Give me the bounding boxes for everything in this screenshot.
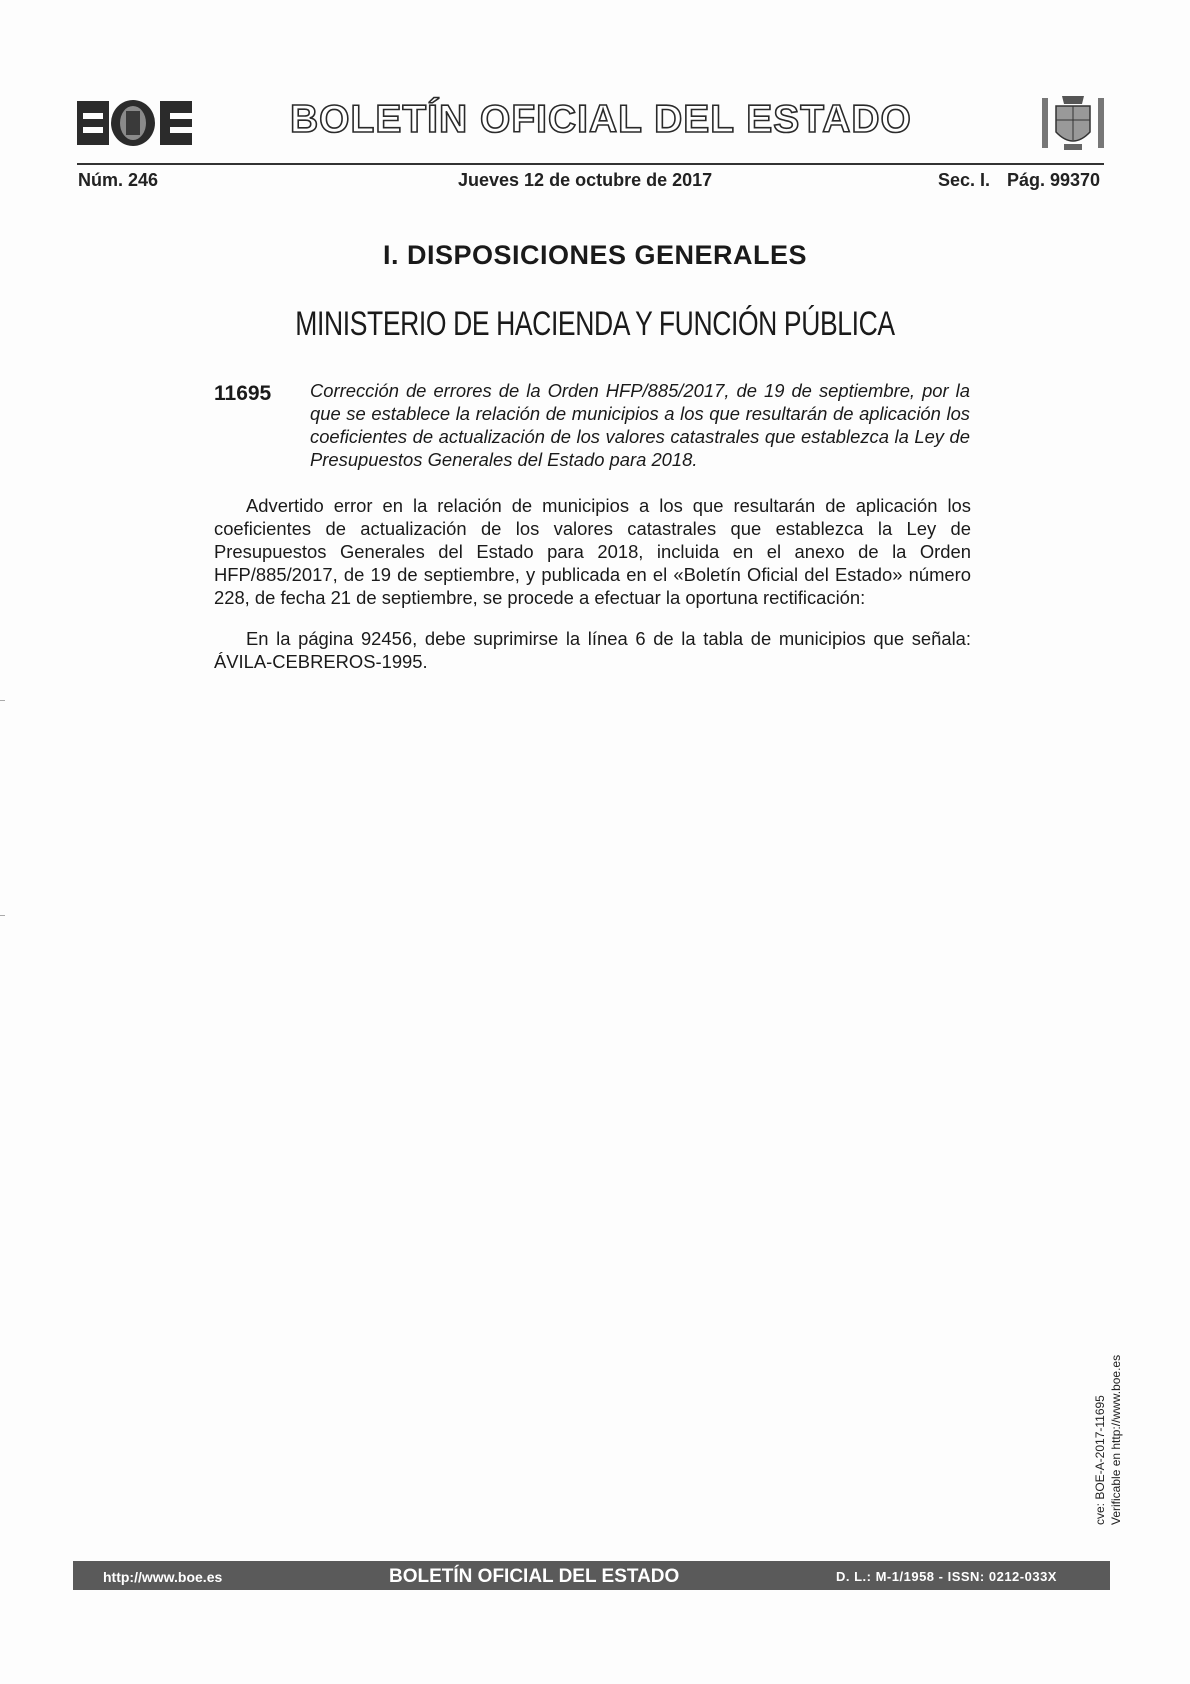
- cve-verify-link[interactable]: Verificable en http://www.boe.es: [1109, 1354, 1123, 1525]
- header-divider: [77, 163, 1104, 165]
- disposition-number: 11695: [214, 382, 272, 405]
- footer-legal: D. L.: M-1/1958 - ISSN: 0212-033X: [836, 1569, 1057, 1584]
- disposition-title: Corrección de errores de la Orden HFP/885/2017, de 19 de septiembre, por la que se establece la relación de municipios a los que resultarán de aplicación los coeficientes de actualización de los valores catastrales que establezca la Ley de Presupuestos Generales del Estado para 2018.: [310, 380, 970, 470]
- cve-block: [1092, 1354, 1128, 1526]
- cve-code: cve: BOE-A-2017-11695: [1093, 1395, 1107, 1525]
- scan-mark: [0, 700, 5, 701]
- body-paragraph: Advertido error en la relación de municipios a los que resultarán de aplicación los coeficientes de actualización de los valores catastrales que establezca la Ley de Presupuestos Generales del Estado para 2018, incluida en el anexo de la Orden HFP/885/2017, de 19 de septiembre, y publicada en el «Boletín Oficial del Estado» número 228, de fecha 21 de septiembre, se procede a efectuar la oportuna rectificación:: [214, 495, 971, 608]
- issue-number: Núm. 246: [78, 170, 159, 190]
- page-label: Pág. 99370: [1007, 170, 1101, 190]
- coat-of-arms-icon: [1038, 88, 1108, 156]
- footer-bar: [73, 1561, 1110, 1590]
- header-title: BOLETÍN OFICIAL DEL ESTADO: [290, 98, 912, 141]
- footer-title: BOLETÍN OFICIAL DEL ESTADO: [389, 1566, 680, 1587]
- issue-date: Jueves 12 de octubre de 2017: [458, 170, 713, 190]
- footer-url-link[interactable]: http://www.boe.es: [103, 1569, 223, 1585]
- scan-mark: [0, 915, 5, 916]
- section-label: Sec. I.: [938, 170, 991, 190]
- ministry-title: MINISTERIO DE HACIENDA Y FUNCIÓN PÚBLICA: [295, 305, 895, 343]
- section-title: I. DISPOSICIONES GENERALES: [382, 240, 808, 270]
- boe-logo: [77, 99, 192, 147]
- body-paragraph: En la página 92456, debe suprimirse la línea 6 de la tabla de municipios que señala: ÁVILA-CEBREROS-1995.: [214, 628, 971, 672]
